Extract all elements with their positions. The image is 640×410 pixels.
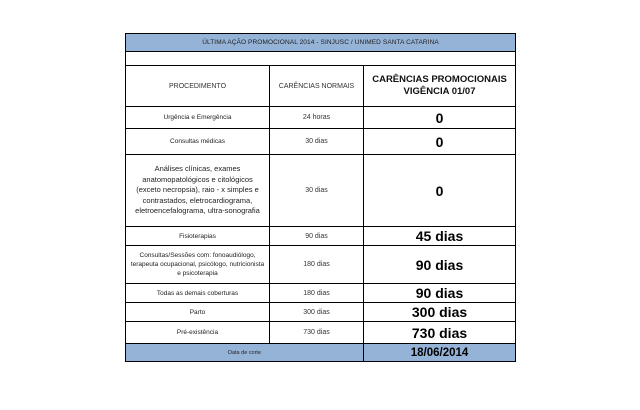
cell-procedimento: Consultas médicas <box>126 129 270 155</box>
cell-procedimento: Urgência e Emergência <box>126 107 270 129</box>
table-row <box>126 284 516 303</box>
cell-promocional: 90 dias <box>364 246 516 284</box>
header-carencias-promocionais <box>364 66 516 107</box>
promo-document <box>125 33 515 362</box>
cell-promocional: 45 dias <box>364 227 516 246</box>
cell-procedimento: Fisioterapias <box>126 227 270 246</box>
table-row <box>126 246 516 284</box>
cell-procedimento: Análises clínicas, exames anatomopatológicos e citológicos (exceto necropsia), raio - x simples e contrastados, eletrocardiograma, eletroencefalograma, ultra-sonografia <box>126 155 270 227</box>
cell-promocional: 0 <box>364 155 516 227</box>
cell-normal: 180 dias <box>270 284 364 303</box>
table-row <box>126 107 516 129</box>
table-row <box>126 303 516 322</box>
footer-row <box>126 344 516 362</box>
cell-normal: 730 dias <box>270 322 364 344</box>
table-row <box>126 322 516 344</box>
cell-promocional: 90 dias <box>364 284 516 303</box>
cell-promocional: 300 dias <box>364 303 516 322</box>
cell-normal: 30 dias <box>270 155 364 227</box>
cutoff-date-label: Data de corte <box>126 344 364 362</box>
column-header-row <box>126 66 516 107</box>
table-row <box>126 227 516 246</box>
spacer-row <box>126 52 516 66</box>
cell-promocional: 730 dias <box>364 322 516 344</box>
cell-promocional: 0 <box>364 129 516 155</box>
cell-normal: 300 dias <box>270 303 364 322</box>
promo-table <box>125 33 516 362</box>
header-carencias-normais: CARÊNCIAS NORMAIS <box>270 66 364 107</box>
header-promo-line1: CARÊNCIAS PROMOCIONAIS <box>372 74 507 85</box>
table-title: ÚLTIMA AÇÃO PROMOCIONAL 2014 - SINJUSC / UNIMED SANTA CATARINA <box>126 34 516 52</box>
cell-normal: 90 dias <box>270 227 364 246</box>
header-procedimento: PROCEDIMENTO <box>126 66 270 107</box>
cell-normal: 30 dias <box>270 129 364 155</box>
cell-procedimento: Parto <box>126 303 270 322</box>
header-promo-line2: VIGÊNCIA 01/07 <box>403 86 476 97</box>
table-row <box>126 129 516 155</box>
cell-normal: 180 dias <box>270 246 364 284</box>
cell-normal: 24 horas <box>270 107 364 129</box>
cutoff-date-value: 18/06/2014 <box>364 344 516 362</box>
cell-procedimento: Pré-existência <box>126 322 270 344</box>
title-row <box>126 34 516 52</box>
cell-promocional: 0 <box>364 107 516 129</box>
cell-procedimento: Consultas/Sessões com: fonoaudiólogo, terapeuta ocupacional, psicólogo, nutricionista e psicoterapia <box>126 246 270 284</box>
cell-procedimento: Todas as demais coberturas <box>126 284 270 303</box>
table-row <box>126 155 516 227</box>
